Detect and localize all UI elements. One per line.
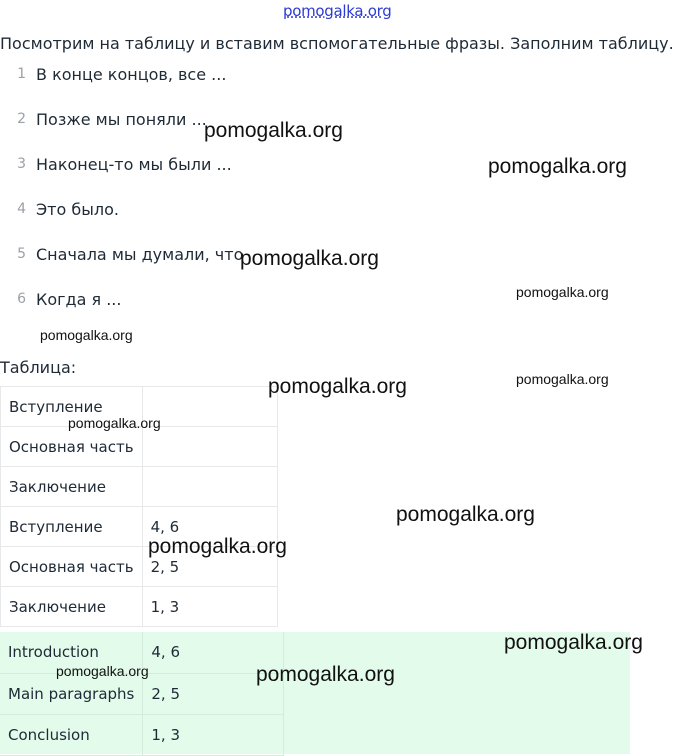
watermark: pomogalka.org (504, 631, 643, 654)
item-text: Наконец-то мы были ... (36, 155, 232, 174)
watermark: pomogalka.org (56, 663, 149, 679)
item-number: 5 (17, 246, 26, 262)
item-text: Когда я ... (36, 290, 122, 309)
watermark: pomogalka.org (40, 327, 133, 343)
table-row (0, 714, 284, 755)
table-cell-value: 2, 5 (142, 547, 277, 587)
table-label: Таблица: (0, 358, 77, 377)
item-number: 6 (17, 291, 26, 307)
table-row (1, 587, 278, 627)
item-number: 4 (17, 201, 26, 217)
watermark: pomogalka.org (240, 247, 379, 270)
table-cell-value (142, 387, 277, 427)
table-cell-part: Вступление (1, 387, 143, 427)
english-table (0, 632, 284, 756)
watermark: pomogalka.org (68, 415, 161, 431)
item-number: 2 (17, 111, 26, 127)
table-row (1, 467, 278, 507)
table-cell-part: Introduction (0, 632, 143, 673)
table-cell-value: 4, 6 (142, 507, 277, 547)
table-cell-value: 1, 3 (142, 587, 277, 627)
table-row (0, 673, 284, 714)
item-text: Позже мы поняли ... (36, 110, 207, 129)
watermark: pomogalka.org (488, 155, 627, 178)
watermark: pomogalka.org (516, 284, 609, 300)
watermark: pomogalka.org (256, 663, 395, 686)
table-cell-part: Основная часть (1, 427, 143, 467)
table-cell-part: Main paragraphs (0, 673, 143, 714)
table-cell-value: 4, 6 (143, 632, 284, 673)
item-text: Это было. (36, 200, 119, 219)
item-number: 3 (17, 156, 26, 172)
table-cell-value (142, 467, 277, 507)
item-number: 1 (17, 66, 26, 82)
table-cell-part: Основная часть (1, 547, 143, 587)
table-cell-value (142, 427, 277, 467)
table-cell-value: 1, 3 (143, 714, 284, 755)
watermark: pomogalka.org (148, 535, 287, 558)
table-cell-part: Заключение (1, 587, 143, 627)
item-text: В конце концов, все ... (36, 65, 227, 84)
watermark: pomogalka.org (204, 119, 343, 142)
table-cell-part: Conclusion (0, 714, 143, 755)
watermark: pomogalka.org (516, 371, 609, 387)
table-row (1, 427, 278, 467)
watermark: pomogalka.org (396, 503, 535, 526)
table-cell-value: 2, 5 (143, 673, 284, 714)
intro-text: Посмотрим на таблицу и вставим вспомогательные фразы. Заполним таблицу. (0, 34, 674, 53)
site-logo[interactable]: pomogalka.org (283, 2, 392, 20)
table-cell-part: Заключение (1, 467, 143, 507)
item-text: Сначала мы думали, что (36, 245, 244, 264)
watermark: pomogalka.org (268, 375, 407, 398)
table-cell-part: Вступление (1, 507, 143, 547)
